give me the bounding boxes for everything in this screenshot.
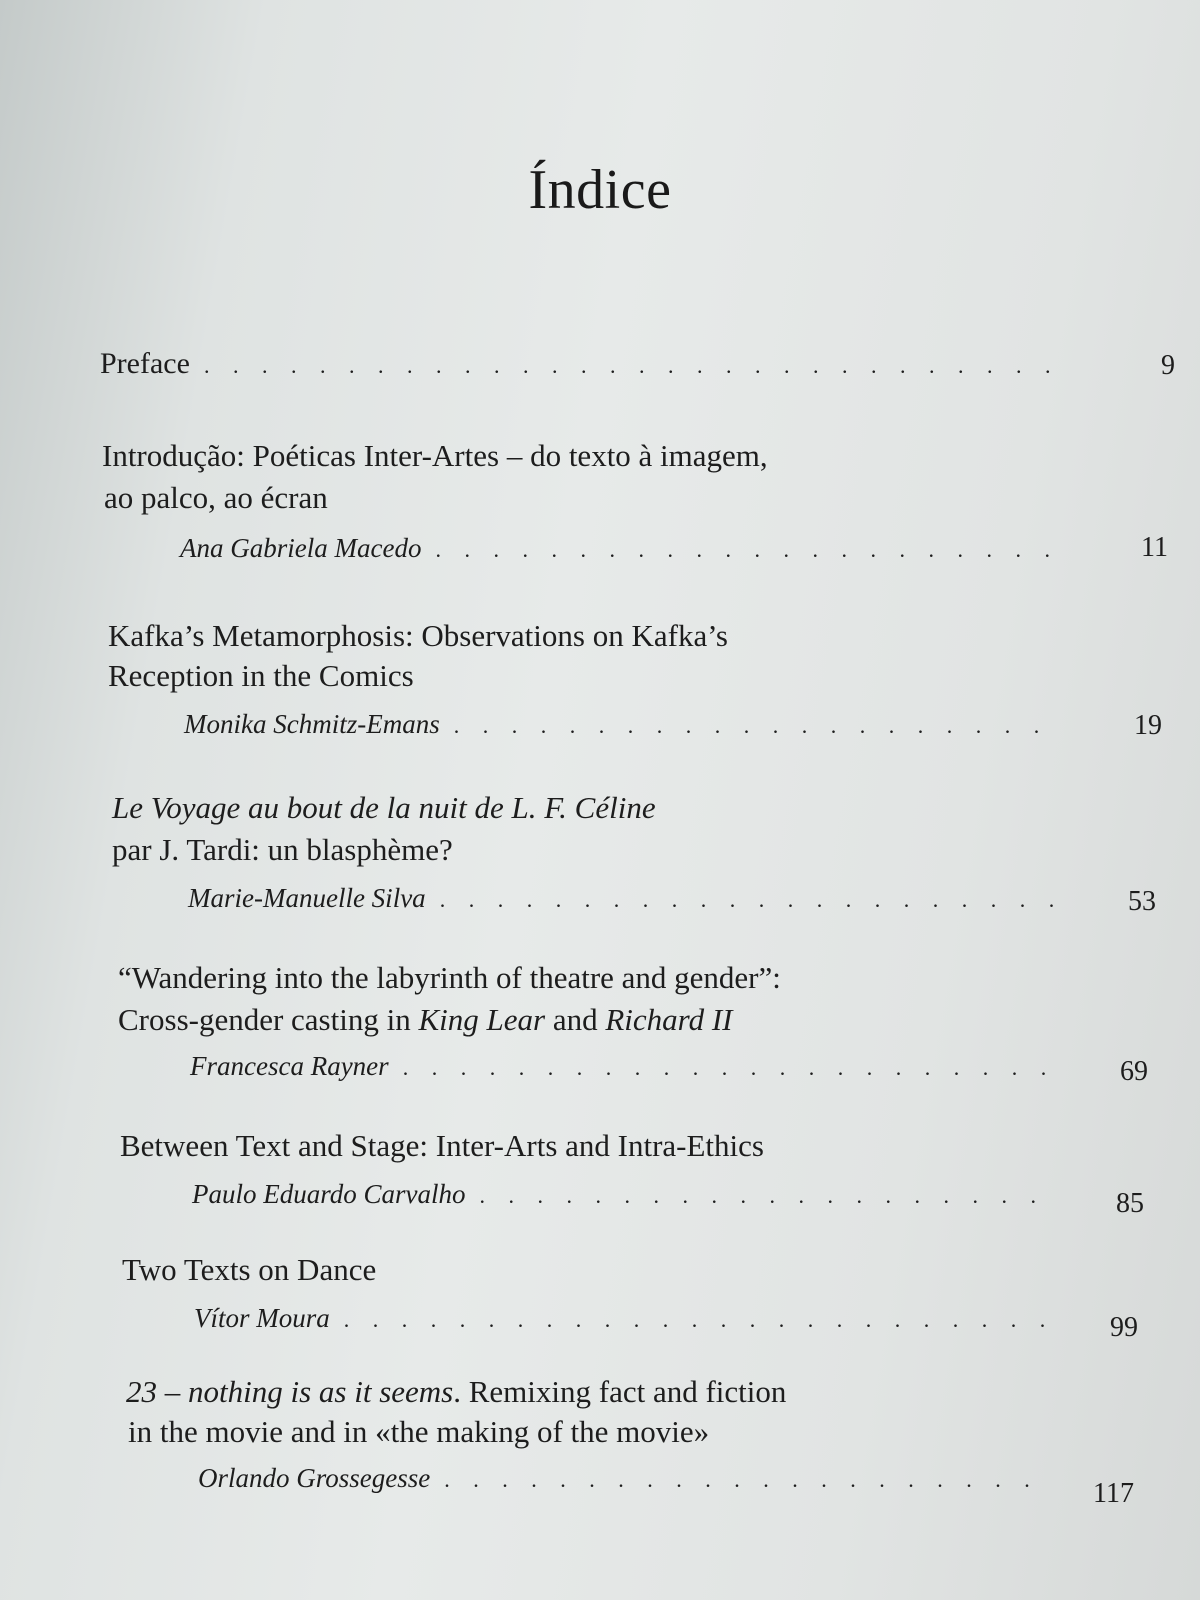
page-title: Índice <box>528 159 672 221</box>
entry-title-line: Introdução: Poéticas Inter-Artes – do texto à imagem, <box>102 438 768 473</box>
page-number: 69 <box>1120 1056 1148 1087</box>
title-segment: Cross-gender casting in <box>118 1002 419 1037</box>
page-number: 85 <box>1116 1188 1144 1219</box>
entry-title-line <box>126 1372 786 1412</box>
page-number: 53 <box>1128 886 1156 917</box>
page-number: 117 <box>1093 1478 1134 1509</box>
entry-title-line: in the movie and in «the making of the movie» <box>128 1414 710 1449</box>
entry-title-line: par J. Tardi: un blasphème? <box>112 832 453 867</box>
page-number: 11 <box>1141 532 1168 563</box>
dot-leader <box>435 532 1070 568</box>
toc-entry-author-line <box>180 530 1080 568</box>
toc-entry-preface <box>100 346 1080 384</box>
page-number: 19 <box>1134 710 1162 741</box>
dot-leader <box>480 1178 1053 1214</box>
toc-entry-author-line <box>184 706 1074 744</box>
toc-entry-author-line <box>198 1460 1048 1498</box>
dot-leader <box>444 1462 1038 1498</box>
toc-entry-author-line <box>194 1300 1054 1338</box>
entry-title-line: Reception in the Comics <box>108 658 414 693</box>
dot-leader <box>440 882 1058 918</box>
entry-title-line: ao palco, ao écran <box>104 480 328 515</box>
entry-author: Paulo Eduardo Carvalho <box>192 1179 466 1209</box>
toc-entry-author-line <box>190 1048 1060 1086</box>
entry-author: Ana Gabriela Macedo <box>180 533 422 563</box>
entry-title: Preface <box>100 347 190 380</box>
entry-author: Monika Schmitz-Emans <box>184 709 440 739</box>
page-number: 99 <box>1110 1312 1138 1343</box>
entry-title-line: Le Voyage au bout de la nuit de L. F. Céline <box>112 790 656 825</box>
toc-entry-author-line <box>188 880 1068 918</box>
title-segment: . Remixing fact and fiction <box>453 1374 787 1409</box>
entry-author: Marie-Manuelle Silva <box>188 883 426 913</box>
entry-title-line: “Wandering into the labyrinth of theatre and gender”: <box>118 960 781 995</box>
page-number: 9 <box>1161 350 1175 381</box>
entry-author: Vítor Moura <box>194 1303 330 1333</box>
title-segment-italic: Richard II <box>605 1002 733 1037</box>
title-segment-italic: 23 – nothing is as it seems <box>126 1374 454 1409</box>
dot-leader <box>204 348 1070 384</box>
entry-title-line: Two Texts on Dance <box>122 1252 377 1287</box>
entry-author: Orlando Grossegesse <box>198 1463 431 1493</box>
title-segment: and <box>545 1002 606 1037</box>
entry-title-line: Kafka’s Metamorphosis: Observations on Kafka’s <box>108 618 728 653</box>
entry-title-line <box>118 1000 732 1040</box>
entry-author: Francesca Rayner <box>190 1051 389 1081</box>
dot-leader <box>454 708 1064 744</box>
toc-entry-author-line <box>192 1176 1062 1214</box>
title-segment-italic: King Lear <box>418 1002 546 1037</box>
dot-leader <box>344 1302 1044 1338</box>
entry-title-line: Between Text and Stage: Inter-Arts and Intra-Ethics <box>120 1128 764 1163</box>
dot-leader <box>403 1050 1050 1086</box>
